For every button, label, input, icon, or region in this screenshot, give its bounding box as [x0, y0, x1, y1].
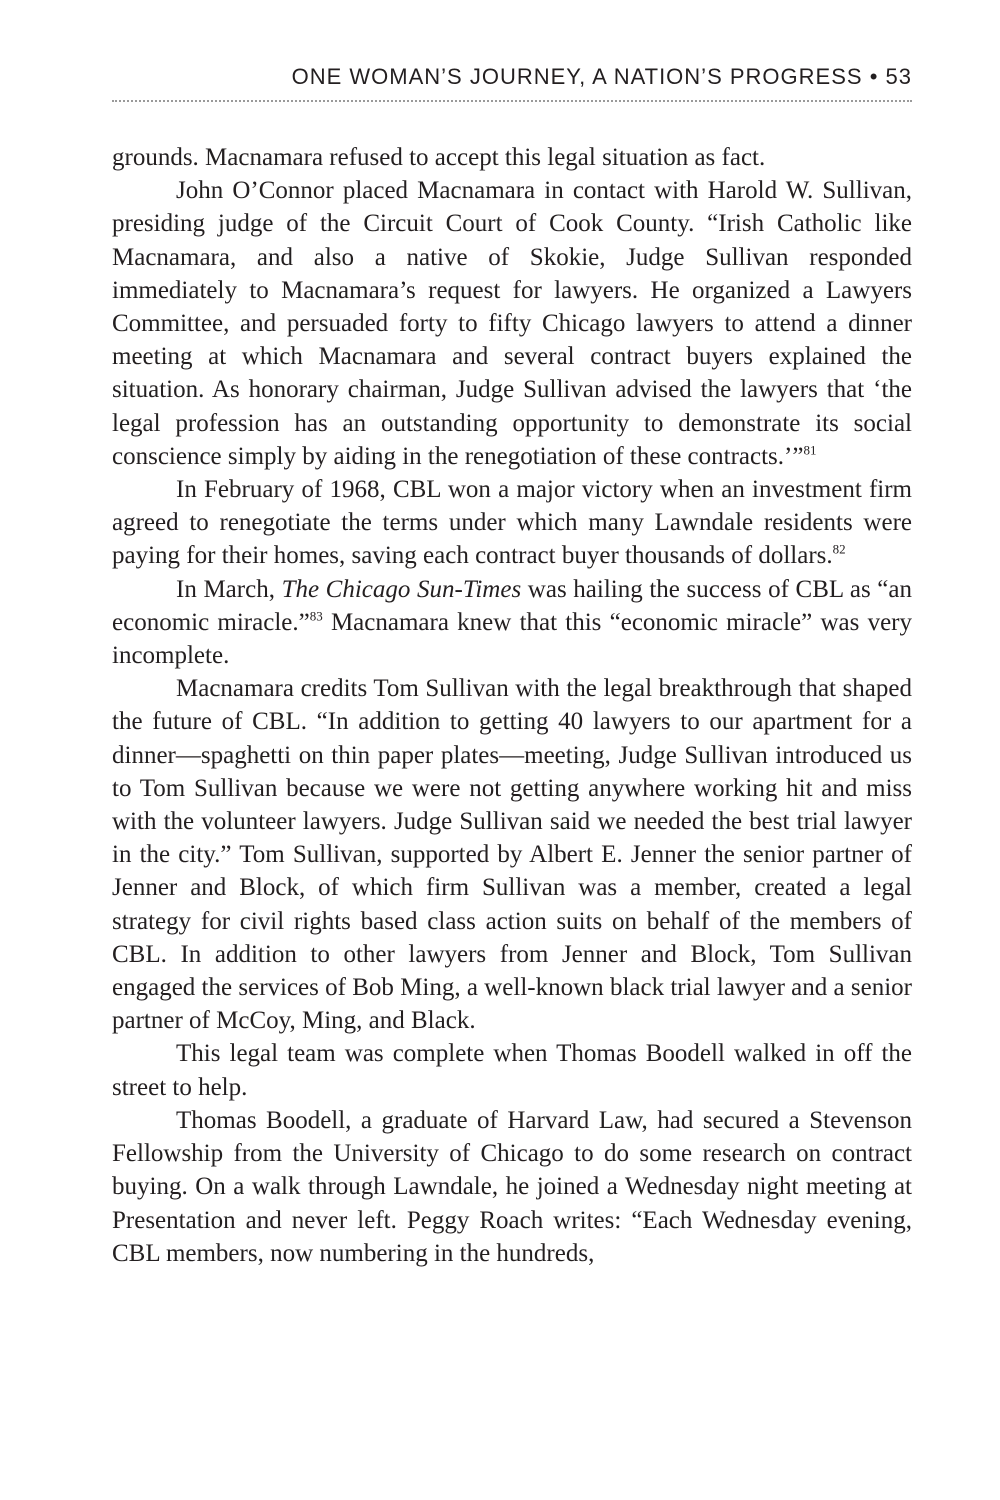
paragraph-4 — [112, 573, 912, 673]
body-text — [112, 141, 912, 1270]
footnote-ref-83: 83 — [309, 608, 323, 624]
paragraph-4-text-c: Macnamara knew that this “economic miracle” was very incomplete. — [112, 608, 912, 670]
newspaper-title: The Chicago Sun-Times — [281, 575, 522, 603]
paragraph-4-text-b: was hailing the success of CBL as “an economic miracle.” — [112, 575, 912, 636]
paragraph-4-text-a: In March, — [176, 575, 282, 603]
running-header — [112, 62, 912, 92]
paragraph-1: grounds. Macnamara refused to accept this legal situation as fact. — [112, 144, 766, 171]
paragraph-5: Macnamara credits Tom Sullivan with the legal breakthrough that shaped the future of CBL. “In addition to getting 40 lawyers to our apartment for a dinner—spaghetti on thin paper plates—meeting, Judge Sullivan introduced us to Tom Sullivan because we were not getting anywhere working hit and miss with the volunteer lawyers. Judge Sullivan said we needed the best trial lawyer in the city.” Tom Sullivan, supported by Albert E. Jenner the senior partner of Jenner and Block, of which firm Sullivan was a member, created a legal strategy for civil rights based class action suits on behalf of the members of CBL. In addition to other lawyers from Jenner and Block, Tom Sullivan engaged the services of Bob Ming, a well-known black trial lawyer and a senior partner of McCoy, Ming, and Black. — [112, 675, 912, 1035]
header-dotted-rule — [112, 100, 912, 102]
paragraph-3-text: In February of 1968, CBL won a major victory when an investment firm agreed to renegotiate the terms under which many Lawndale residents were paying for their homes, saving each contract buyer thousands of dollars. — [112, 476, 912, 570]
paragraph-2-text: John O’Connor placed Macnamara in contact with Harold W. Sullivan, presiding judge of the Circuit Court of Cook County. “Irish Catholic like Macnamara, and also a native of Skokie, Judge Sullivan responded immediately to Macnamara’s request for lawyers. He organized a Lawyers Committee, and persuaded forty to fifty Chicago lawyers to attend a dinner meeting at which Macnamara and several contract buyers explained the situation. As honorary chairman, Judge Sullivan advised the lawyers that ‘the legal profession has an outstanding opportunity to demonstrate its social conscience simply by aiding in the renegotiation of these contracts.’” — [112, 177, 912, 470]
paragraph-6: This legal team was complete when Thomas Boodell walked in off the street to help. — [112, 1040, 912, 1101]
footnote-ref-82: 82 — [832, 542, 846, 558]
paragraph-3 — [112, 473, 912, 573]
paragraph-2 — [112, 174, 912, 473]
running-title: ONE WOMAN’S JOURNEY, A NATION’S PROGRESS — [291, 64, 863, 89]
paragraph-7: Thomas Boodell, a graduate of Harvard Law, had secured a Stevenson Fellowship from the University of Chicago to do some research on contract buying. On a walk through Lawndale, he joined a Wednesday night meeting at Presentation and never left. Peggy Roach writes: “Each Wednesday evening, CBL members, now numbering in the hundreds, — [112, 1106, 912, 1267]
footnote-ref-81: 81 — [803, 442, 817, 458]
header-separator: • — [869, 64, 879, 89]
page-number: 53 — [885, 64, 912, 89]
